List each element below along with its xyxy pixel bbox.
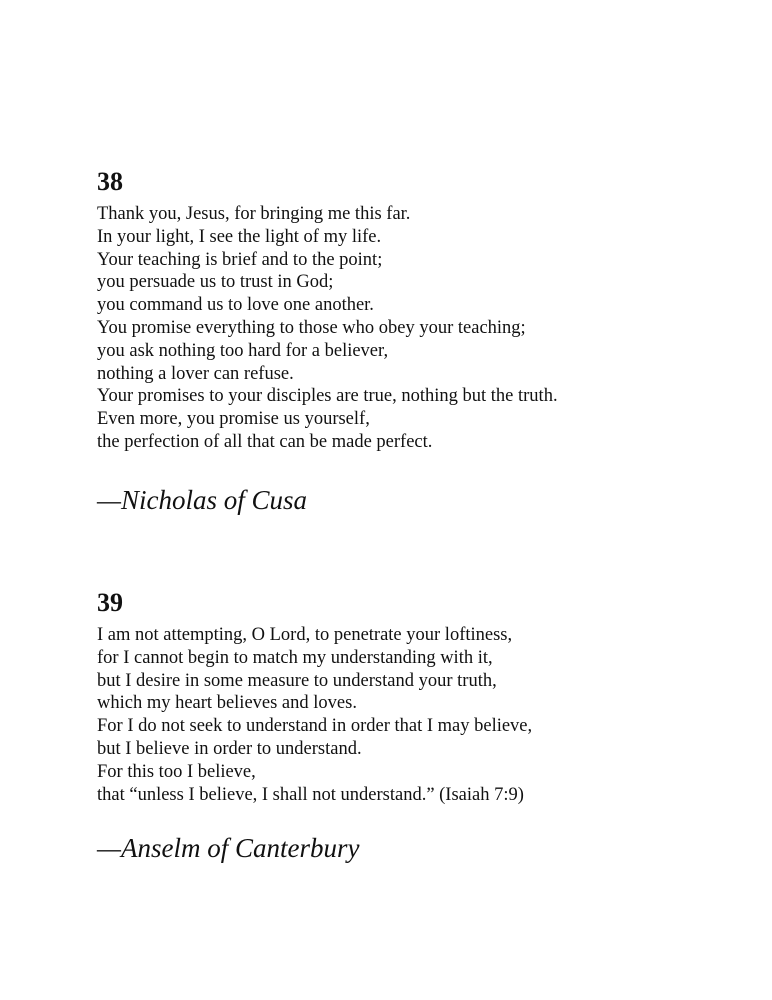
- prayer-line: Your teaching is brief and to the point;: [97, 249, 383, 270]
- prayer-line: that “unless I believe, I shall not understand.” (Isaiah 7:9): [97, 784, 524, 805]
- prayer-attribution: —Nicholas of Cusa: [97, 485, 308, 515]
- prayer-line: you command us to love one another.: [97, 295, 374, 316]
- prayer-entry-39: [97, 588, 737, 863]
- prayer-line: nothing a lover can refuse.: [97, 363, 294, 384]
- prayer-line: Your promises to your disciples are true, nothing but the truth.: [97, 386, 558, 407]
- prayer-line: you persuade us to trust in God;: [97, 272, 334, 293]
- prayer-line: which my heart believes and loves.: [97, 693, 357, 714]
- prayer-line: For this too I believe,: [97, 761, 256, 782]
- prayer-line: Thank you, Jesus, for bringing me this far.: [97, 204, 411, 224]
- prayer-line: but I desire in some measure to understand your truth,: [97, 670, 497, 691]
- prayer-line: I am not attempting, O Lord, to penetrate your loftiness,: [97, 625, 513, 645]
- prayer-line: for I cannot begin to match my understanding with it,: [97, 647, 493, 668]
- prayer-number: 39: [97, 588, 123, 617]
- prayer-line: Even more, you promise us yourself,: [97, 409, 370, 430]
- prayer-text: [97, 624, 532, 806]
- prayer-line: the perfection of all that can be made perfect.: [97, 431, 433, 452]
- prayer-line: You promise everything to those who obey your teaching;: [97, 317, 526, 338]
- prayer-line: you ask nothing too hard for a believer,: [97, 340, 389, 361]
- prayer-entry-38: [97, 167, 737, 515]
- prayer-line: For I do not seek to understand in order that I may believe,: [97, 716, 533, 737]
- prayer-attribution: —Anselm of Canterbury: [97, 833, 360, 863]
- prayer-line: In your light, I see the light of my life.: [97, 226, 382, 247]
- prayer-line: but I believe in order to understand.: [97, 738, 362, 759]
- prayer-text: [97, 203, 558, 454]
- prayer-number: 38: [97, 167, 123, 196]
